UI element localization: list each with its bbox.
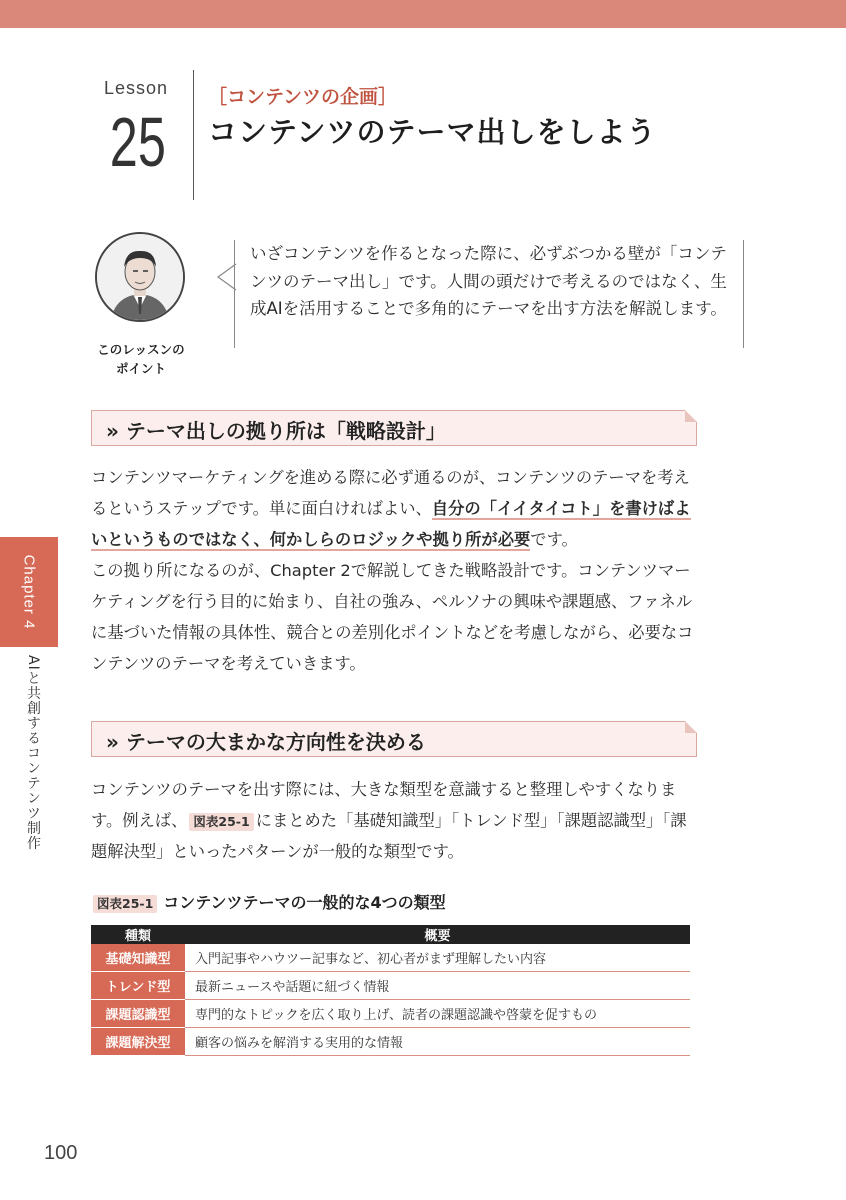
point-label [86, 340, 196, 378]
type-cell: 基礎知識型 [91, 944, 185, 972]
page-title: コンテンツのテーマ出しをしよう [208, 115, 657, 149]
point-label-line1: このレッスンの [97, 342, 185, 357]
author-portrait [95, 232, 185, 322]
lesson-point-text: いざコンテンツを作るとなった際に、必ずぶつかる壁が「コンテンツのテーマ出し」です。人間の頭だけで考えるのではなく、生成AIを活用することで多角的にテーマを出す方法を解説します。 [250, 244, 727, 318]
section-heading-strategy [91, 410, 697, 446]
description-cell: 入門記事やハウツー記事など、初心者がまず理解したい内容 [185, 944, 690, 972]
callout-left-border [234, 240, 235, 348]
section-heading-text: » テーマの大まかな方向性を決める [106, 730, 426, 754]
point-label-line2: ポイント [115, 361, 166, 376]
heading-corner-fold [685, 721, 697, 733]
table-row [91, 1028, 690, 1056]
theme-types-table [91, 925, 690, 1056]
text-run: コンテンツマーケティングを進める際に必ず通るのが、コンテンツのテーマを考えるというステップです。単に面白ければよい、 [91, 468, 690, 518]
section1-paragraph1 [91, 462, 701, 555]
text-run: です。 [530, 530, 578, 549]
page-number: 100 [44, 1142, 78, 1164]
figure-reference[interactable]: 図表25-1 [189, 813, 253, 831]
text-run: にまとめた「基礎知識型」「トレンド型」「課題認識型」「課題解決型」といったパターンが一般的な類型です。 [91, 811, 687, 861]
type-cell: 課題認識型 [91, 1000, 185, 1028]
figure-caption [91, 890, 446, 913]
text-run: コンテンツのテーマを出す際には、大きな類型を意識すると整理しやすくなります。例えば、 [91, 780, 677, 830]
heading-corner-fold [685, 410, 697, 422]
table-header-row [91, 925, 690, 944]
table-row [91, 1000, 690, 1028]
section-heading-direction [91, 721, 697, 757]
lesson-label: Lesson [104, 78, 169, 98]
table-row [91, 972, 690, 1000]
section2-paragraph [91, 774, 701, 867]
section2-body [91, 774, 701, 867]
description-cell: 専門的なトピックを広く取り上げ、読者の課題認識や啓蒙を促すもの [185, 1000, 690, 1028]
type-cell: 課題解決型 [91, 1028, 185, 1056]
section1-body [91, 462, 701, 679]
top-color-bar [0, 0, 846, 28]
highlighted-text: 自分の「イイタイコト」を書けばよいというものではなく、何かしらのロジックや拠り所が必要 [91, 499, 691, 549]
lesson-category: ［コンテンツの企画］ [208, 86, 398, 108]
portrait-illustration [97, 234, 183, 320]
header-divider [193, 70, 194, 200]
figure-title: コンテンツテーマの一般的な4つの類型 [163, 893, 446, 912]
callout-right-border [743, 240, 744, 348]
section1-paragraph2: この拠り所になるのが、Chapter 2で解説してきた戦略設計です。コンテンツマーケティングを行う目的に始まり、自社の強み、ペルソナの興味や課題感、ファネルに基づいた情報の具体性、競合との差別化ポイントなどを考慮しながら、必要なコンテンツのテーマを考えていきます。 [91, 561, 694, 673]
chapter-label: Chapter 4 [20, 554, 38, 630]
lesson-number: 25 [109, 103, 166, 181]
section-heading-text: » テーマ出しの拠り所は「戦略設計」 [106, 419, 446, 443]
table-row [91, 944, 690, 972]
callout-pointer [214, 262, 242, 292]
chapter-tab [0, 537, 58, 647]
figure-label: 図表25-1 [93, 895, 157, 913]
description-cell: 顧客の悩みを解消する実用的な情報 [185, 1028, 690, 1056]
column-header: 概要 [185, 925, 690, 944]
chapter-title-vertical: AIと共創するコンテンツ制作 [25, 655, 41, 851]
column-header: 種類 [91, 925, 185, 944]
type-cell: トレンド型 [91, 972, 185, 1000]
description-cell: 最新ニュースや話題に紐づく情報 [185, 972, 690, 1000]
